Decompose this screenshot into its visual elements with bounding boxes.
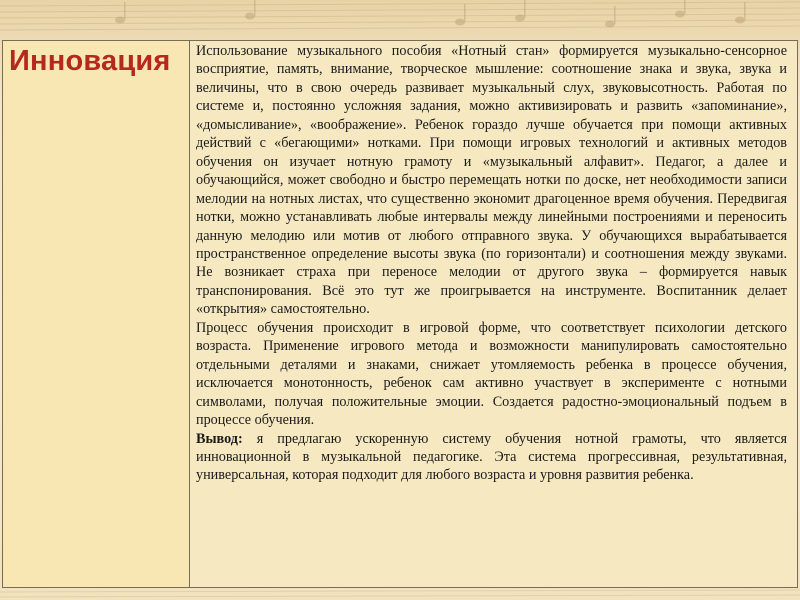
conclusion-label: Вывод:	[196, 430, 243, 447]
paragraph-2: Процесс обучения происходит в игровой форме, что соответствует психологии детского возраста. Применение игрового метода и возможности манипулировать самостоятельно отдельными деталями и знаками, снижает утомляемость ребенка в процессе обучения, исключается монотонность, ребенок сам активно участвует в эксперименте с нотными символами, получая положительные эмоции. Создается радостно-эмоциональный подъем в процессе обучения.	[196, 319, 787, 429]
content-table	[2, 40, 798, 588]
row-label: Инновация	[9, 45, 171, 77]
table-row	[3, 41, 798, 588]
conclusion-text: я предлагаю ускоренную систему обучения нотной грамоты, что является инновационной в музыкальной педагогике. Эта система прогрессивная, результативная, универсальная, которая подходит для любого возраста и уровня развития ребенка.	[196, 430, 787, 484]
paragraph-1: Использование музыкального пособия «Нотный стан» формируется музыкально-сенсорное восприятие, память, внимание, творческое мышление: соотношение знака и звука, звука и величины, что в свою очередь развивает музыкальный слух, звуковысотность. Работая по системе и, постоянно усложняя задания, можно активизировать и развить «запоминание», «домысливание», «воображение». Ребенок гораздо лучше обучается при помощи активных действий с «бегающими» нотками. При помощи игровых технологий и активных методов обучения он изучает нотную грамоту и «музыкальный алфавит». Педагог, а далее и обучающийся, может свободно и быстро перемещать нотки по доске, нет необходимости записи мелодии на нотных листах, что существенно экономит драгоценное время обучения. Передвигая нотки, можно устанавливать любые интервалы между линейными построениями и переносить данную мелодию или мотив от любого отправного звука. У обучающихся вырабатывается пространственное определение высоты звука (по горизонтали) и соотношения между звуками. Не возникает страха при переносе мелодии от другого звука – формируется навык транспонирования. Всё это тут же проигрывается на инструменте. Воспитанник делает «открытия» самостоятельно.	[196, 43, 787, 318]
conclusion-paragraph	[196, 430, 787, 485]
label-cell	[3, 41, 190, 588]
text-cell	[190, 41, 798, 588]
